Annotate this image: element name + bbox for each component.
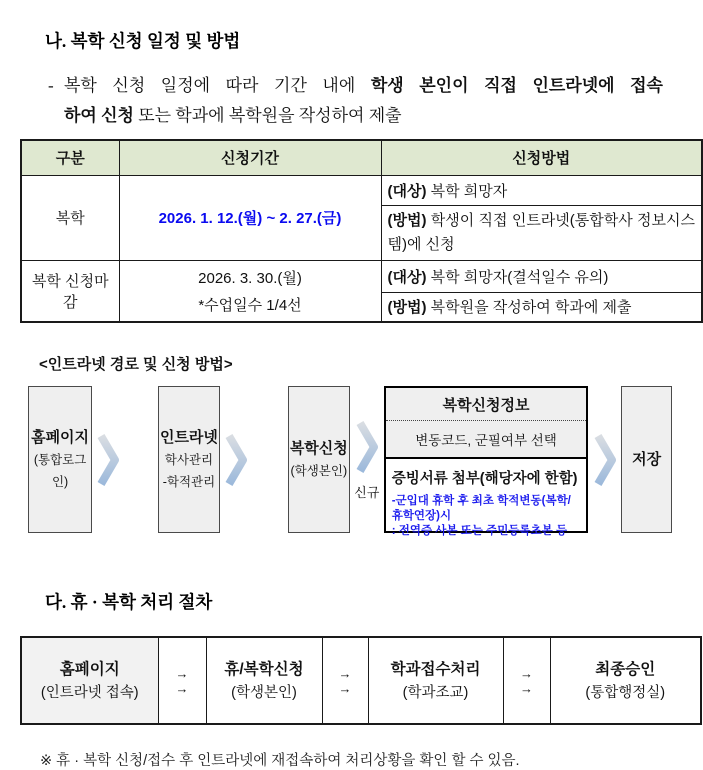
arrow-right-icon: →	[338, 665, 352, 681]
process-arrow	[158, 637, 206, 724]
intro-line1-bold: 학생 본인이 직접 인트라넷에 접속	[355, 76, 663, 95]
header-period: 신청기간	[119, 140, 381, 175]
flow-chevron	[588, 386, 621, 533]
step-sub: (학과조교)	[402, 684, 469, 701]
flow-box-homepage	[28, 386, 92, 533]
flow-chevron	[220, 386, 252, 533]
flow-info-box	[384, 386, 589, 537]
process-arrow	[503, 637, 550, 724]
chevron-right-icon	[594, 431, 616, 489]
info-box-attach	[386, 459, 587, 543]
intro-line2-bold: 하여 신청	[64, 106, 134, 125]
attach-title: 증빙서류 첨부(해당자에 한함)	[391, 471, 578, 487]
period-deadline-line1: 2026. 3. 30.(월)	[198, 269, 302, 287]
step-title: 휴/복학신청	[224, 660, 304, 678]
header-category: 구분	[21, 140, 119, 175]
period-deadline-line2: *수업일수 1/4선	[198, 296, 302, 314]
schedule-header-row	[21, 140, 702, 175]
arrow-right-icon: →	[520, 665, 533, 681]
info-box-select-row: 변동코드, 군필여부 선택	[386, 421, 587, 459]
method-return	[381, 205, 702, 260]
step-sub: (학생본인)	[231, 684, 297, 701]
step-title: 홈페이지	[59, 660, 120, 678]
attach-note-line2: : 전역증 사본 또는 주민등록초본 등	[391, 525, 568, 537]
process-step-homepage	[21, 637, 158, 724]
flow-box-sub: (통합로그인)	[33, 452, 87, 489]
intranet-flow-diagram	[0, 386, 703, 537]
flow-box-apply	[288, 386, 350, 533]
section-d-heading: 다. 휴 · 복학 처리 절차	[45, 592, 213, 612]
step-title: 학과접수처리	[390, 660, 481, 678]
chevron-right-icon	[97, 431, 119, 489]
chevron-label-new: 신규	[354, 485, 380, 500]
chevron-right-icon	[225, 431, 247, 489]
category-return: 복학	[21, 175, 119, 260]
flow-chevron	[92, 386, 123, 533]
step-title: 최종승인	[595, 660, 656, 678]
process-table	[20, 636, 702, 725]
attach-note-line1: -군입대 휴학 후 최초 학적변동(복학/휴학연장)시	[391, 495, 571, 522]
method-deadline	[381, 292, 702, 322]
header-method: 신청방법	[381, 140, 702, 175]
flow-box-title: 인트라넷	[159, 428, 218, 446]
flow-box-intranet	[158, 386, 219, 533]
arrow-right-icon: →	[338, 680, 352, 696]
period-return: 2026. 1. 12.(월) ~ 2. 27.(금)	[119, 175, 381, 260]
step-sub: (인트라넷 접속)	[40, 684, 139, 701]
bullet-dash: -	[48, 76, 54, 95]
flow-box-title: 홈페이지	[31, 428, 90, 446]
schedule-table	[20, 139, 703, 323]
flow-diagram-title: <인트라넷 경로 및 신청 방법>	[39, 356, 233, 373]
process-arrow	[322, 637, 368, 724]
arrow-right-icon: →	[520, 680, 533, 696]
target-return	[381, 175, 702, 205]
table-row	[21, 260, 702, 292]
process-step-final	[550, 637, 701, 724]
process-row	[21, 637, 701, 724]
intro-line2-normal: 또는 학과에 복학원을 작성하여 제출	[133, 106, 402, 125]
method-label: (방법)	[387, 299, 427, 317]
process-step-dept	[368, 637, 503, 724]
arrow-right-icon: →	[175, 665, 189, 681]
flow-box-sub: (학생본인)	[290, 463, 348, 478]
chevron-right-icon	[356, 418, 378, 476]
flow-box-line: 학사관리	[164, 452, 214, 467]
process-footnote: ※ 휴 · 복학 신청/접수 후 인트라넷에 재접속하여 처리상황을 확인 할 수 있음.	[40, 753, 520, 769]
target-text: 복학 희망자(결석일수 유의)	[426, 268, 609, 286]
arrow-right-icon: →	[175, 680, 189, 696]
table-row	[21, 175, 702, 205]
method-text: 복학원을 작성하여 학과에 제출	[426, 299, 632, 317]
method-text: 학생이 직접 인트라넷(통합학사 정보시스템)에 신청	[387, 211, 695, 253]
step-sub: (통합행정실)	[585, 684, 666, 701]
target-deadline	[381, 260, 702, 292]
flow-box-line: -학적관리	[162, 474, 216, 489]
method-label: (방법)	[387, 211, 427, 229]
intro-line-1	[64, 71, 663, 101]
process-step-apply	[206, 637, 322, 724]
intro-line-2	[64, 101, 663, 131]
intro-paragraph	[48, 71, 663, 131]
period-deadline	[119, 260, 381, 322]
intro-line1-normal: 복학 신청 일정에 따라 기간 내에	[64, 76, 356, 95]
section-b-heading: 나. 복학 신청 일정 및 방법	[45, 31, 241, 51]
flow-box-title: 복학신청	[289, 439, 348, 457]
target-label: (대상)	[387, 268, 427, 286]
attach-note	[392, 494, 581, 539]
flow-box-save: 저장	[621, 386, 672, 533]
target-text: 복학 희망자	[426, 182, 508, 200]
flow-chevron-new	[350, 386, 384, 533]
category-deadline: 복학 신청마감	[21, 260, 119, 322]
target-label: (대상)	[387, 182, 427, 200]
info-box-header: 복학신청정보	[386, 388, 587, 421]
